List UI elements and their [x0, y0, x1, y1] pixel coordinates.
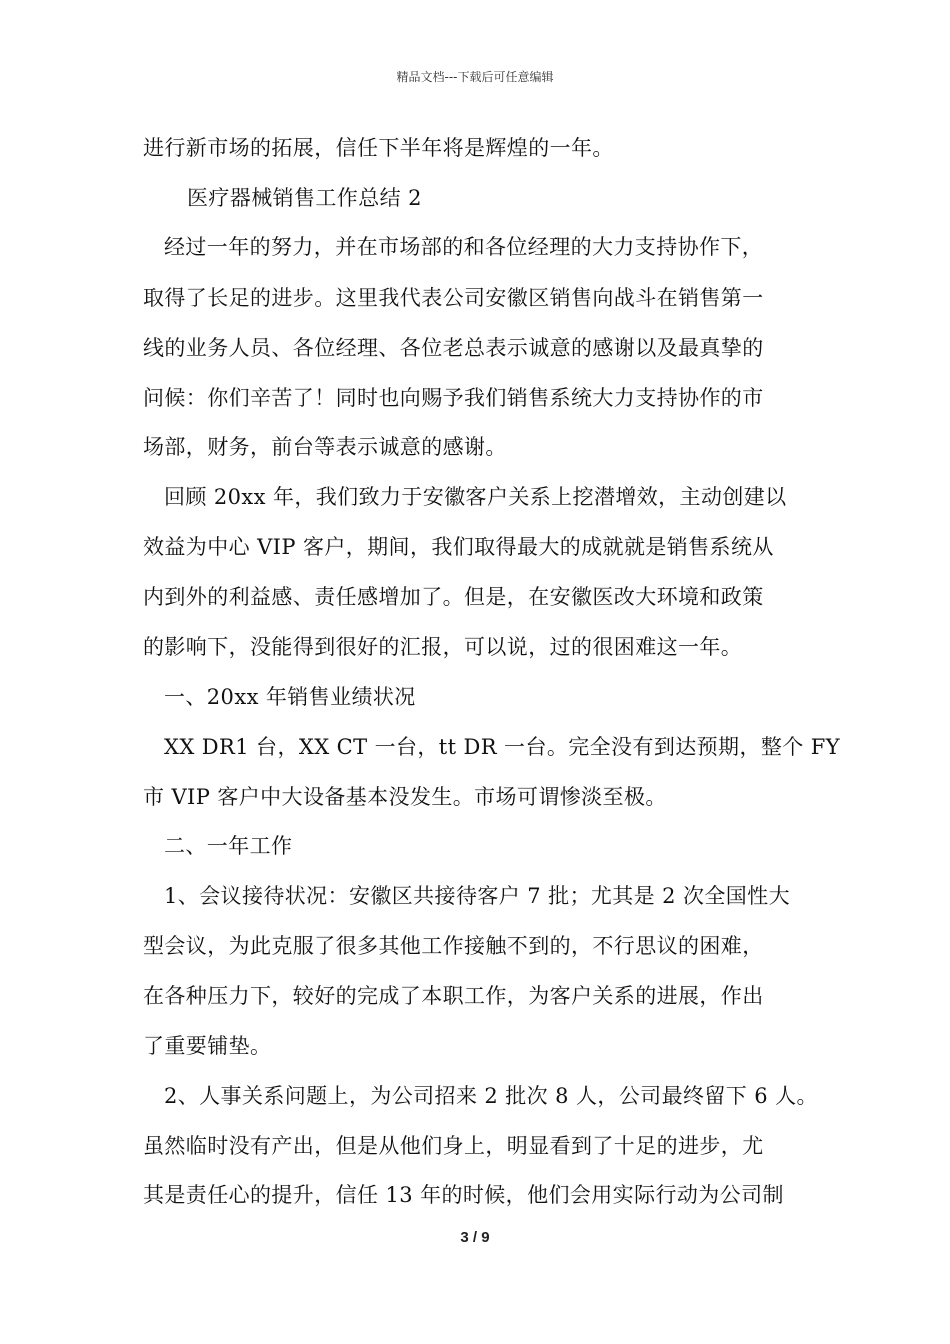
- body-line: 了重要铺垫。: [143, 1034, 272, 1058]
- body-line: 线的业务人员、各位经理、各位老总表示诚意的感谢以及最真挚的: [143, 336, 764, 360]
- body-line: 市 VIP 客户中大设备基本没发生。市场可谓惨淡至极。: [143, 785, 667, 809]
- body-line: 场部，财务，前台等表示诚意的感谢。: [143, 435, 507, 459]
- body-line: 在各种压力下，较好的完成了本职工作，为客户关系的进展，作出: [143, 984, 764, 1008]
- body-line: XX DR1 台，XX CT 一台，tt DR 一台。完全没有到达预期，整个 FY: [164, 735, 840, 759]
- body-line: 取得了长足的进步。这里我代表公司安徽区销售向战斗在销售第一: [143, 286, 764, 310]
- page-number: 3 / 9: [460, 1229, 490, 1246]
- body-line: 其是责任心的提升，信任 13 年的时候，他们会用实际行动为公司制: [143, 1183, 784, 1207]
- section-heading: 一、20xx 年销售业绩状况: [164, 685, 416, 709]
- body-line: 回顾 20xx 年，我们致力于安徽客户关系上挖潜增效，主动创建以: [164, 485, 787, 509]
- body-line: 虽然临时没有产出，但是从他们身上，明显看到了十足的进步，尤: [143, 1134, 764, 1158]
- body-line: 经过一年的努力，并在市场部的和各位经理的大力支持协作下，: [164, 235, 764, 259]
- body-line: 型会议，为此克服了很多其他工作接触不到的，不行思议的困难，: [143, 934, 764, 958]
- body-line: 内到外的利益感、责任感增加了。但是，在安徽医改大环境和政策: [143, 585, 764, 609]
- body-line: 的影响下，没能得到很好的汇报，可以说，过的很困难这一年。: [143, 635, 743, 659]
- section-heading: 二、一年工作: [164, 834, 293, 858]
- header-note: 精品文档---下载后可任意编辑: [396, 70, 554, 84]
- section-title: 医疗器械销售工作总结 2: [187, 186, 422, 210]
- body-line: 1、会议接待状况：安徽区共接待客户 7 批；尤其是 2 次全国性大: [164, 884, 790, 908]
- body-line: 进行新市场的拓展，信任下半年将是辉煌的一年。: [143, 136, 614, 160]
- body-line: 问候：你们辛苦了！同时也向赐予我们销售系统大力支持协作的市: [143, 386, 764, 410]
- body-line: 2、人事关系问题上，为公司招来 2 批次 8 人，公司最终留下 6 人。: [164, 1084, 818, 1108]
- body-line: 效益为中心 VIP 客户，期间，我们取得最大的成就就是销售系统从: [143, 535, 774, 559]
